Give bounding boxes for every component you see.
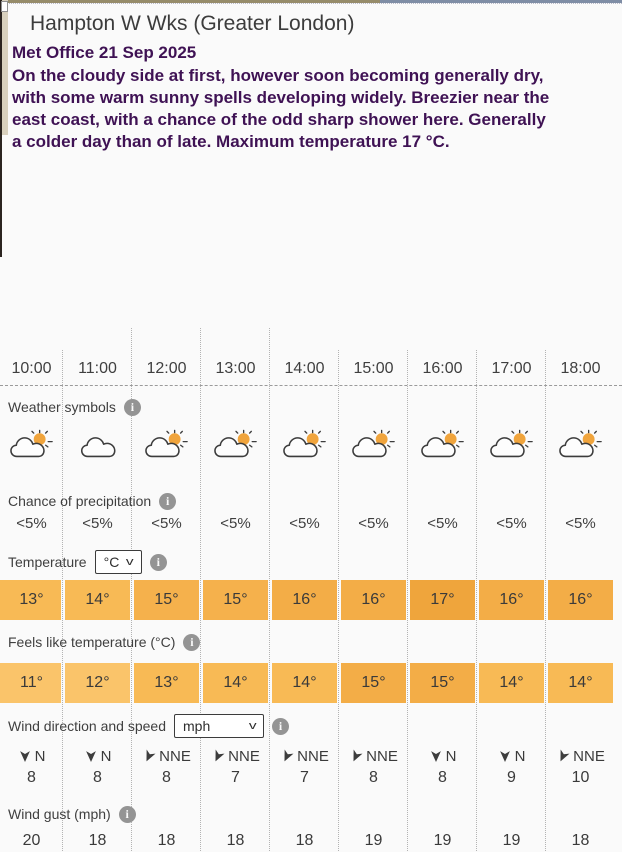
temp-cell: 17°: [410, 580, 475, 620]
sunny-intervals-icon: [201, 429, 270, 459]
wind-cell: N: [63, 748, 132, 765]
wind-speed-cell: 8: [27, 769, 36, 786]
time-cell: 11:00: [78, 360, 117, 377]
forecast-summary-text: On the cloudy side at first, however soon becoming generally dry, with some warm sunny spells developing widely. Breezier near the east coast, with a chance of the odd sharp shower here. Generally a colder day than of late. Maximum temperature 17 °C.: [12, 66, 550, 151]
wind-direction-arrow-icon: [554, 747, 573, 766]
sunny-intervals-icon: [546, 429, 615, 459]
temp-cell: 16°: [272, 580, 337, 620]
sunny-intervals-icon: [270, 429, 339, 459]
time-cell: 13:00: [215, 360, 256, 377]
wind-direction-row: [0, 746, 622, 766]
wind-cell: N: [408, 748, 477, 765]
temp-cell: 16°: [479, 580, 544, 620]
wind-direction-arrow-icon: [278, 747, 297, 766]
wind-speed-cell: 9: [507, 769, 516, 786]
feels-cell: 14°: [548, 663, 613, 703]
precip-cell: <5%: [151, 515, 182, 532]
wind-unit-value: mph: [183, 718, 211, 734]
info-icon[interactable]: i: [150, 554, 167, 571]
sunny-intervals-icon: [0, 429, 63, 459]
wind-gust-label: Wind gust (mph): [8, 806, 111, 822]
hourly-forecast-table: [0, 345, 622, 852]
time-cell: 16:00: [422, 360, 463, 377]
wind-gust-row: [0, 832, 622, 852]
gust-cell: 18: [571, 832, 590, 849]
time-cell: 12:00: [146, 360, 187, 377]
wind-direction-arrow-icon: [498, 749, 512, 763]
window-left-strip: [2, 0, 8, 135]
temperature-unit-value: °C: [103, 554, 120, 570]
gust-cell: 19: [433, 832, 452, 849]
source-date-line: Met Office 21 Sep 2025: [12, 43, 197, 62]
wind-direction-arrow-icon: [347, 747, 366, 766]
temp-cell-sliver: [0, 580, 3, 620]
gust-cell: 19: [502, 832, 521, 849]
chevron-down-icon: v: [126, 556, 134, 568]
wind-direction-arrow-icon: [429, 749, 443, 763]
gust-cell: 18: [226, 832, 245, 849]
precip-cell: <5%: [82, 515, 113, 532]
wind-cell: N: [477, 748, 546, 765]
cloudy-icon: [63, 429, 132, 459]
wind-direction-arrow-icon: [18, 749, 32, 763]
info-icon[interactable]: i: [124, 399, 141, 416]
gust-cell: 20: [22, 832, 41, 849]
wind-direction-arrow-icon: [209, 747, 228, 766]
precip-cell: <5%: [427, 515, 458, 532]
gust-cell: 18: [157, 832, 176, 849]
feels-cell: 15°: [410, 663, 475, 703]
precipitation-label: Chance of precipitation: [8, 493, 152, 509]
time-cell: 10:00: [11, 360, 52, 377]
time-cell: 14:00: [284, 360, 325, 377]
gust-cell: 18: [295, 832, 314, 849]
feels-cell: 14°: [203, 663, 268, 703]
precip-cell: <5%: [358, 515, 389, 532]
weather-symbols-row: [0, 418, 622, 470]
precip-cell: <5%: [565, 515, 596, 532]
info-icon[interactable]: i: [272, 718, 289, 735]
wind-speed-cell: 8: [162, 769, 171, 786]
time-header-row: [0, 345, 622, 385]
feels-cell: 14°: [272, 663, 337, 703]
feels-cell-sliver: [0, 663, 3, 703]
sunny-intervals-icon: [477, 429, 546, 459]
gust-cell: 18: [88, 832, 107, 849]
gust-cell: 19: [364, 832, 383, 849]
wind-direction-arrow-icon: [140, 747, 159, 766]
temp-cell: 15°: [134, 580, 199, 620]
wind-speed-cell: 7: [300, 769, 309, 786]
feels-cell: 11°: [2, 663, 61, 703]
precip-cell: <5%: [289, 515, 320, 532]
info-icon[interactable]: i: [183, 634, 200, 651]
temp-cell: 14°: [65, 580, 130, 620]
wind-cell: NNE: [339, 748, 408, 765]
feels-cell: 15°: [341, 663, 406, 703]
time-cell: 18:00: [560, 360, 601, 377]
chevron-down-icon: v: [248, 720, 257, 732]
wind-cell: NNE: [270, 748, 339, 765]
temperature-unit-select[interactable]: [95, 550, 142, 574]
temp-cell: 15°: [203, 580, 268, 620]
precipitation-row: [0, 515, 622, 537]
sunny-intervals-icon: [132, 429, 201, 459]
wind-cell: NNE: [546, 748, 615, 765]
page-title: Hampton W Wks (Greater London): [30, 12, 355, 35]
time-cell: 17:00: [491, 360, 532, 377]
info-icon[interactable]: i: [159, 493, 176, 510]
feels-cell: 14°: [479, 663, 544, 703]
temperature-label: Temperature: [8, 554, 87, 570]
info-icon[interactable]: i: [119, 806, 136, 823]
time-cell: 15:00: [353, 360, 394, 377]
feels-like-label: Feels like temperature (°C): [8, 634, 176, 650]
feels-cell: 13°: [134, 663, 199, 703]
temp-cell: 16°: [548, 580, 613, 620]
weather-symbols-label: Weather symbols: [8, 399, 116, 415]
wind-direction-arrow-icon: [84, 749, 98, 763]
wind-label: Wind direction and speed: [8, 718, 166, 734]
wind-speed-cell: 8: [93, 769, 102, 786]
wind-speed-cell: 10: [571, 769, 590, 786]
wind-speed-cell: 7: [231, 769, 240, 786]
precip-cell: <5%: [16, 515, 47, 532]
window-left-notch: [1, 1, 8, 12]
wind-speed-cell: 8: [438, 769, 447, 786]
sunny-intervals-icon: [408, 429, 477, 459]
wind-speed-row: [0, 769, 622, 789]
precip-cell: <5%: [496, 515, 527, 532]
feels-cell: 12°: [65, 663, 130, 703]
temp-cell: 13°: [2, 580, 61, 620]
wind-cell: NNE: [201, 748, 270, 765]
wind-unit-select[interactable]: [174, 714, 264, 738]
wind-cell: N: [0, 748, 63, 765]
window-top-dotted-line: [0, 3, 622, 4]
wind-speed-cell: 8: [369, 769, 378, 786]
precip-cell: <5%: [220, 515, 251, 532]
temp-cell: 16°: [341, 580, 406, 620]
wind-cell: NNE: [132, 748, 201, 765]
feels-like-row: [0, 663, 622, 703]
temperature-row: [0, 580, 622, 620]
sunny-intervals-icon: [339, 429, 408, 459]
